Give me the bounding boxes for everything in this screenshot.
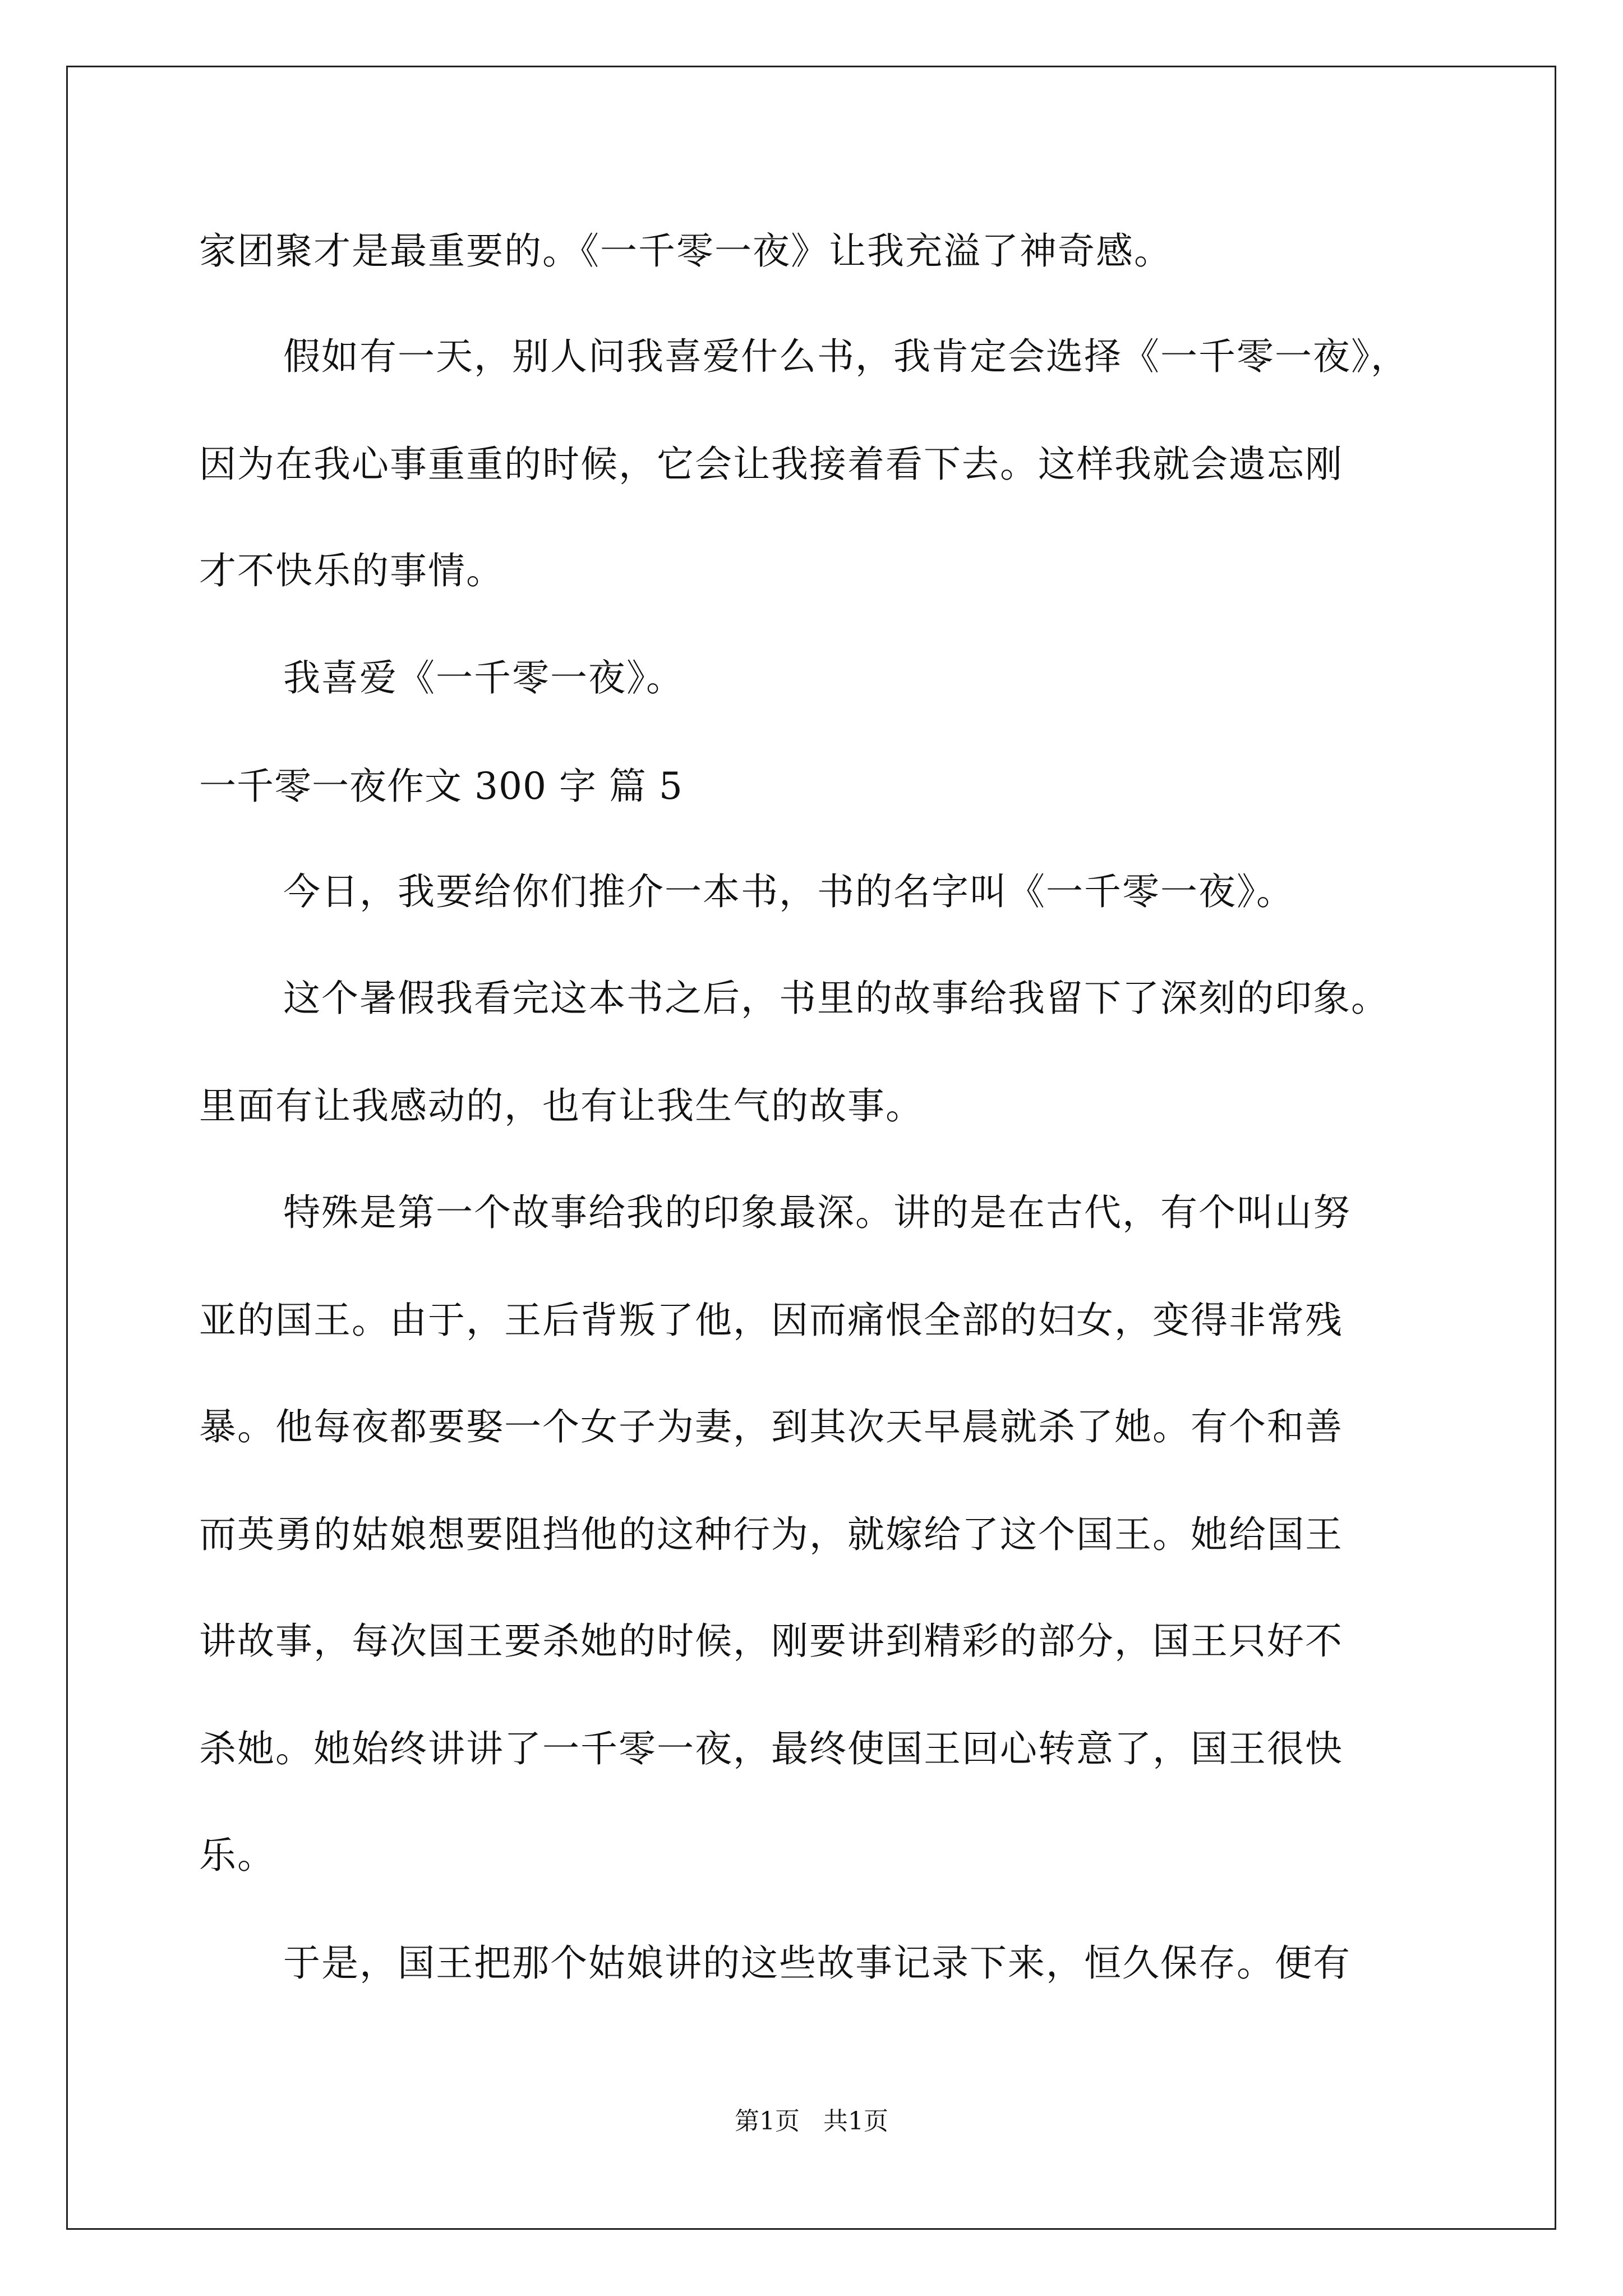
text-line: 才不快乐的事情。: [199, 549, 504, 592]
paragraph-start: 特殊是第一个故事给我的印象最深。讲的是在古代，有个叫山努: [283, 1191, 1351, 1234]
page-footer: 第1页 共1页: [735, 2107, 888, 2136]
text-line: 杀她。她始终讲讲了一千零一夜，最终使国王回心转意了，国王很快: [199, 1727, 1343, 1770]
text-line: 亚的国王。由于，王后背叛了他，因而痛恨全部的妇女，变得非常残: [199, 1299, 1343, 1342]
text-line: 因为在我心事重重的时候，它会让我接着看下去。这样我就会遗忘刚: [199, 443, 1343, 486]
paragraph-start: 假如有一天，别人问我喜爱什么书，我肯定会选择《一千零一夜》，: [283, 335, 1409, 378]
text-line: 暴。他每夜都要娶一个女子为妻，到其次天早晨就杀了她。有个和善: [199, 1405, 1343, 1448]
text-line: 家团聚才是最重要的。《一千零一夜》让我充溢了神奇感。: [199, 229, 1172, 273]
paragraph-start: 今日，我要给你们推介一本书，书的名字叫《一千零一夜》。: [283, 870, 1294, 913]
text-line: 里面有让我感动的，也有让我生气的故事。: [199, 1084, 924, 1128]
paragraph-start: 我喜爱《一千零一夜》。: [283, 656, 684, 700]
text-line: 乐。: [199, 1834, 275, 1877]
page-border: [66, 66, 1556, 2230]
paragraph-start: 这个暑假我看完这本书之后，书里的故事给我留下了深刻的印象。: [283, 977, 1389, 1020]
paragraph-start: 于是，国王把那个姑娘讲的这些故事记录下来，恒久保存。便有: [283, 1941, 1351, 1985]
text-line: 而英勇的姑娘想要阻挡他的这种行为，就嫁给了这个国王。她给国王: [199, 1513, 1343, 1556]
section-heading: 一千零一夜作文 300 字 篇 5: [199, 765, 683, 808]
text-line: 讲故事，每次国王要杀她的时候，刚要讲到精彩的部分，国王只好不: [199, 1619, 1343, 1663]
